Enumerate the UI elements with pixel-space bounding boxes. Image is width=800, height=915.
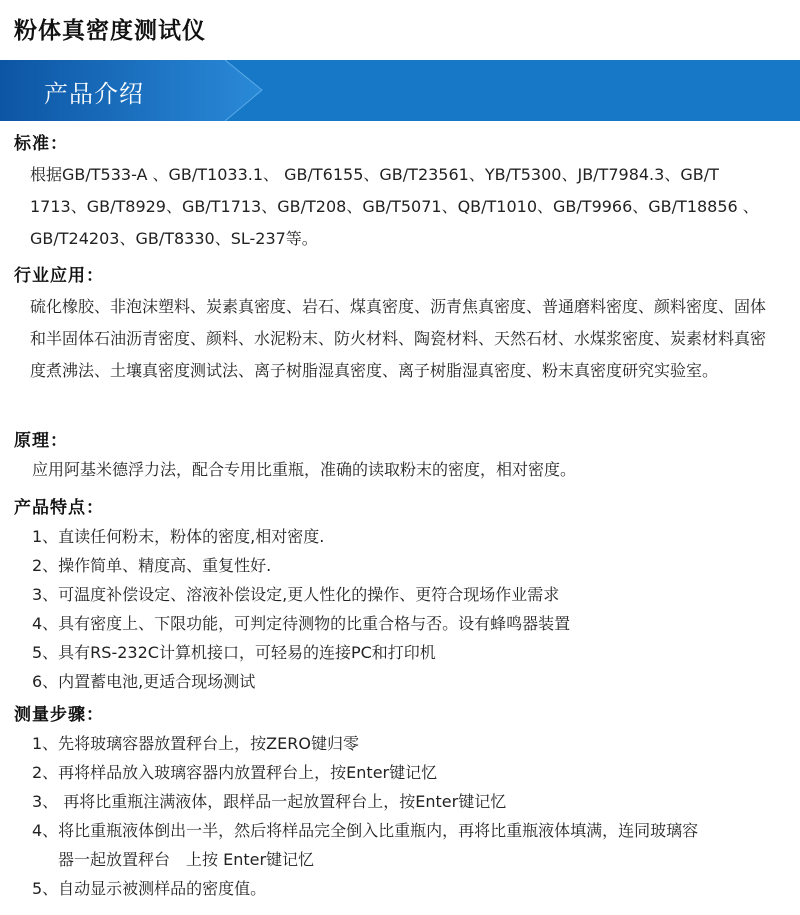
feature-item: 4、具有密度上、下限功能，可判定待测物的比重合格与否。设有蜂鸣器装置	[32, 614, 571, 633]
feature-item: 5、具有RS-232C计算机接口，可轻易的连接PC和打印机	[32, 643, 436, 662]
applications-text: 硫化橡胶、非泡沫塑料、炭素真密度、岩石、煤真密度、沥青焦真密度、普通磨料密度、颜料密度、固体和半固体石油沥青密度、颜料、水泥粉末、防火材料、陶瓷材料、天然石材、水煤浆密度、炭素材料真密度煮沸法、土壤真密度测试法、离子树脂湿真密度、离子树脂湿真密度、粉末真密度研究实验室。	[30, 297, 767, 380]
steps-list	[32, 729, 777, 903]
banner-title: 产品介绍	[44, 80, 144, 108]
step-item-line: 4、将比重瓶液体倒出一半，然后将样品完全倒入比重瓶内，再将比重瓶液体填满，连同玻璃容	[32, 821, 699, 840]
step-item: 5、自动显示被测样品的密度值。	[32, 879, 267, 898]
steps-heading: 测量步骤：	[14, 705, 104, 725]
features-heading: 产品特点：	[14, 498, 104, 518]
page-title: 粉体真密度测试仪	[14, 18, 206, 44]
standards-text: 根据GB/T533-A 、GB/T1033.1、 GB/T6155、GB/T23561、YB/T5300、JB/T7984.3、GB/T 1713、GB/T8929、GB/T1713、GB/T208、GB/T5071、QB/T1010、GB/T9966、GB/T18856 、GB/T24203、GB/T8330、SL-237等。	[30, 165, 759, 248]
feature-item: 2、操作简单、精度高、重复性好.	[32, 556, 272, 575]
step-item: 1、先将玻璃容器放置秤台上，按ZERO键归零	[32, 734, 359, 753]
principle-heading: 原理：	[14, 431, 68, 451]
features-list	[32, 522, 777, 696]
step-item-continuation: 器一起放置秤台 上按 Enter键记忆	[58, 850, 315, 869]
section-banner	[0, 60, 800, 121]
principle-text: 应用阿基米德浮力法，配合专用比重瓶，准确的读取粉末的密度，相对密度。	[32, 460, 577, 479]
feature-item: 1、直读任何粉末，粉体的密度,相对密度.	[32, 527, 325, 546]
standards-heading: 标准：	[14, 134, 68, 154]
step-item	[32, 816, 777, 874]
feature-item: 6、内置蓄电池,更适合现场测试	[32, 672, 256, 691]
step-item: 2、再将样品放入玻璃容器内放置秤台上，按Enter键记忆	[32, 763, 438, 782]
step-item: 3、 再将比重瓶注满液体，跟样品一起放置秤台上，按Enter键记忆	[32, 792, 507, 811]
applications-heading: 行业应用：	[14, 266, 104, 286]
feature-item: 3、可温度补偿设定、溶液补偿设定,更人性化的操作、更符合现场作业需求	[32, 585, 560, 604]
